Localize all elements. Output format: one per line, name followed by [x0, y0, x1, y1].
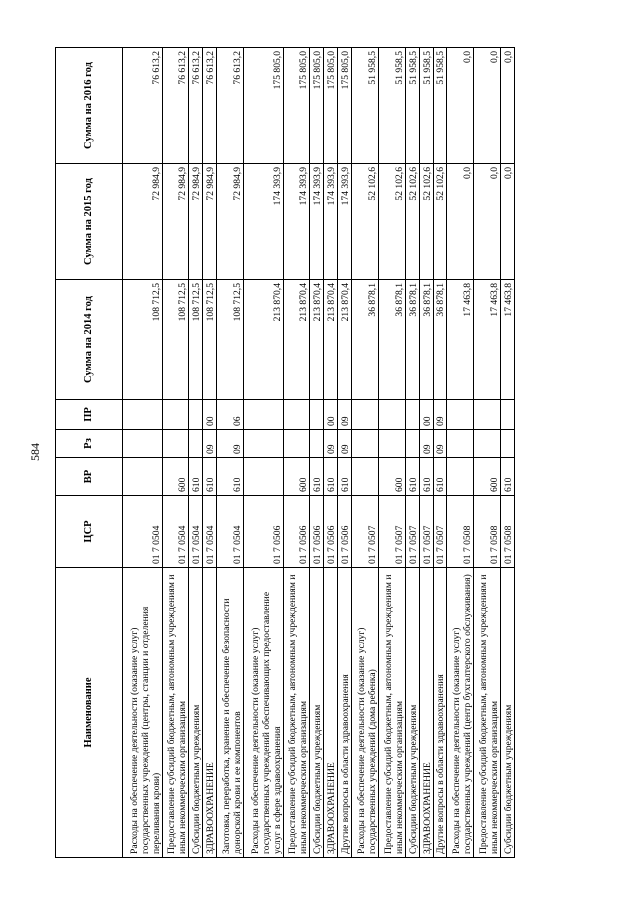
- cell-name: ЗДРАВООХРАНЕНИЕ: [324, 568, 338, 858]
- cell-2016: 0,0: [474, 48, 501, 164]
- cell-name: Субсидии бюджетным учреждениям: [500, 568, 514, 858]
- table-row: [447, 48, 474, 858]
- table-row: [419, 48, 433, 858]
- cell-csr: 01 7 0508: [447, 496, 474, 568]
- cell-pr: [189, 400, 203, 430]
- cell-vr: [123, 458, 163, 496]
- cell-pr: [162, 400, 189, 430]
- cell-pr: 00: [203, 400, 217, 430]
- cell-2016: 51 958,5: [378, 48, 405, 164]
- cell-2016: 175 805,0: [283, 48, 310, 164]
- cell-2014: 108 712,5: [162, 280, 189, 400]
- table-row: [217, 48, 244, 858]
- cell-2014: 36 878,1: [378, 280, 405, 400]
- cell-name: Расходы на обеспечение деятельности (оказание услуг) государственных учреждений (дома ребенка): [352, 568, 379, 858]
- cell-name: Субсидии бюджетным учреждениям: [310, 568, 324, 858]
- cell-2015: 72 984,9: [189, 164, 203, 280]
- cell-2016: 175 805,0: [338, 48, 352, 164]
- cell-rz: [352, 430, 379, 458]
- cell-2015: 72 984,9: [203, 164, 217, 280]
- cell-csr: 01 7 0506: [310, 496, 324, 568]
- cell-name: Расходы на обеспечение деятельности (оказание услуг) государственных учреждений (центры, станции и отделения переливания крови): [123, 568, 163, 858]
- cell-vr: 610: [338, 458, 352, 496]
- cell-csr: 01 7 0507: [405, 496, 419, 568]
- cell-2014: 36 878,1: [405, 280, 419, 400]
- header-name: Наименование: [56, 568, 123, 858]
- budget-table: [55, 47, 515, 858]
- cell-pr: 09: [433, 400, 447, 430]
- cell-rz: [123, 430, 163, 458]
- cell-name: Другие вопросы в области здравоохранения: [338, 568, 352, 858]
- cell-name: Заготовка, переработка, хранение и обеспечение безопасности донорской крови и ее компонентов: [217, 568, 244, 858]
- cell-rz: 09: [338, 430, 352, 458]
- cell-pr: [405, 400, 419, 430]
- cell-2014: 17 463,8: [500, 280, 514, 400]
- cell-2015: 174 393,9: [324, 164, 338, 280]
- table-row: [338, 48, 352, 858]
- cell-pr: 00: [324, 400, 338, 430]
- cell-name: ЗДРАВООХРАНЕНИЕ: [203, 568, 217, 858]
- cell-csr: 01 7 0507: [433, 496, 447, 568]
- table-row: [203, 48, 217, 858]
- cell-pr: [474, 400, 501, 430]
- cell-rz: 09: [324, 430, 338, 458]
- cell-2014: 213 870,4: [338, 280, 352, 400]
- header-row: [56, 48, 123, 858]
- table-body: [123, 48, 515, 858]
- cell-csr: 01 7 0506: [324, 496, 338, 568]
- cell-vr: 610: [310, 458, 324, 496]
- cell-rz: [283, 430, 310, 458]
- cell-vr: 610: [324, 458, 338, 496]
- cell-vr: 600: [162, 458, 189, 496]
- cell-2016: 76 613,2: [189, 48, 203, 164]
- cell-csr: 01 7 0508: [500, 496, 514, 568]
- cell-csr: 01 7 0504: [162, 496, 189, 568]
- cell-vr: 610: [500, 458, 514, 496]
- cell-2014: 213 870,4: [310, 280, 324, 400]
- table-row: [405, 48, 419, 858]
- cell-vr: 610: [405, 458, 419, 496]
- cell-rz: [447, 430, 474, 458]
- cell-2016: 76 613,2: [162, 48, 189, 164]
- cell-name: Предоставление субсидий бюджетным, автономным учреждениям и иным некоммерческим организациям: [474, 568, 501, 858]
- cell-pr: [243, 400, 283, 430]
- cell-2014: 108 712,5: [217, 280, 244, 400]
- table-row: [474, 48, 501, 858]
- cell-2014: 108 712,5: [189, 280, 203, 400]
- cell-rz: [474, 430, 501, 458]
- cell-csr: 01 7 0504: [217, 496, 244, 568]
- cell-2014: 36 878,1: [433, 280, 447, 400]
- cell-csr: 01 7 0506: [243, 496, 283, 568]
- cell-rz: [378, 430, 405, 458]
- cell-vr: [447, 458, 474, 496]
- cell-2014: 17 463,8: [447, 280, 474, 400]
- cell-2014: 36 878,1: [352, 280, 379, 400]
- cell-vr: 600: [474, 458, 501, 496]
- cell-2014: 36 878,1: [419, 280, 433, 400]
- table-row: [500, 48, 514, 858]
- cell-name: Субсидии бюджетным учреждениям: [405, 568, 419, 858]
- cell-vr: [243, 458, 283, 496]
- table-header: [56, 48, 123, 858]
- cell-pr: [447, 400, 474, 430]
- cell-pr: [352, 400, 379, 430]
- cell-2015: 52 102,6: [378, 164, 405, 280]
- cell-name: Другие вопросы в области здравоохранения: [433, 568, 447, 858]
- cell-csr: 01 7 0507: [419, 496, 433, 568]
- cell-2015: 72 984,9: [123, 164, 163, 280]
- cell-name: Расходы на обеспечение деятельности (оказание услуг) государственных учреждений (центр бухгалтерского обслуживания): [447, 568, 474, 858]
- cell-2015: 72 984,9: [162, 164, 189, 280]
- cell-2015: 52 102,6: [419, 164, 433, 280]
- cell-2016: 51 958,5: [405, 48, 419, 164]
- cell-name: ЗДРАВООХРАНЕНИЕ: [419, 568, 433, 858]
- cell-vr: 610: [419, 458, 433, 496]
- cell-2014: 213 870,4: [283, 280, 310, 400]
- cell-2016: 51 958,5: [433, 48, 447, 164]
- cell-vr: 600: [283, 458, 310, 496]
- header-2015: Сумма на 2015 год: [56, 164, 123, 280]
- cell-2015: 0,0: [500, 164, 514, 280]
- cell-2015: 72 984,9: [217, 164, 244, 280]
- cell-name: Предоставление субсидий бюджетным, автономным учреждениям и иным некоммерческим организациям: [162, 568, 189, 858]
- cell-csr: 01 7 0504: [123, 496, 163, 568]
- cell-2015: 174 393,9: [283, 164, 310, 280]
- cell-rz: [310, 430, 324, 458]
- cell-2016: 0,0: [447, 48, 474, 164]
- cell-pr: [283, 400, 310, 430]
- cell-pr: 06: [217, 400, 244, 430]
- cell-rz: [500, 430, 514, 458]
- table-row: [123, 48, 163, 858]
- cell-2016: 51 958,5: [419, 48, 433, 164]
- header-2016: Сумма на 2016 год: [56, 48, 123, 164]
- table-row: [378, 48, 405, 858]
- cell-2016: 175 805,0: [324, 48, 338, 164]
- cell-pr: [378, 400, 405, 430]
- table-row: [310, 48, 324, 858]
- cell-pr: [500, 400, 514, 430]
- header-rz: Рз: [56, 430, 123, 458]
- table-row: [283, 48, 310, 858]
- cell-csr: 01 7 0504: [203, 496, 217, 568]
- cell-2015: 174 393,9: [243, 164, 283, 280]
- table-row: [189, 48, 203, 858]
- cell-2014: 213 870,4: [324, 280, 338, 400]
- table-row: [352, 48, 379, 858]
- cell-vr: 610: [433, 458, 447, 496]
- cell-2015: 174 393,9: [310, 164, 324, 280]
- cell-2016: 0,0: [500, 48, 514, 164]
- cell-pr: 00: [419, 400, 433, 430]
- cell-pr: [123, 400, 163, 430]
- cell-csr: 01 7 0506: [338, 496, 352, 568]
- table-row: [162, 48, 189, 858]
- header-vr: ВР: [56, 458, 123, 496]
- cell-name: Предоставление субсидий бюджетным, автономным учреждениям и иным некоммерческим организациям: [378, 568, 405, 858]
- page-number: 584: [28, 443, 42, 461]
- header-2014: Сумма на 2014 год: [56, 280, 123, 400]
- cell-csr: 01 7 0506: [283, 496, 310, 568]
- cell-vr: 610: [217, 458, 244, 496]
- cell-name: Субсидии бюджетным учреждениям: [189, 568, 203, 858]
- cell-2014: 17 463,8: [474, 280, 501, 400]
- cell-vr: [352, 458, 379, 496]
- header-pr: ПР: [56, 400, 123, 430]
- cell-2015: 0,0: [447, 164, 474, 280]
- cell-vr: 600: [378, 458, 405, 496]
- cell-rz: 09: [217, 430, 244, 458]
- cell-rz: [189, 430, 203, 458]
- cell-rz: 09: [419, 430, 433, 458]
- cell-2016: 175 805,0: [243, 48, 283, 164]
- table-row: [324, 48, 338, 858]
- cell-csr: 01 7 0507: [352, 496, 379, 568]
- cell-name: Расходы на обеспечение деятельности (оказание услуг) государственных учреждений обеспечивающих предоставление услуг в сфере здравоохранения: [243, 568, 283, 858]
- cell-pr: [310, 400, 324, 430]
- cell-vr: 610: [203, 458, 217, 496]
- cell-csr: 01 7 0508: [474, 496, 501, 568]
- table-row: [433, 48, 447, 858]
- cell-2015: 174 393,9: [338, 164, 352, 280]
- cell-rz: [162, 430, 189, 458]
- cell-2015: 52 102,6: [433, 164, 447, 280]
- cell-vr: 610: [189, 458, 203, 496]
- cell-rz: [405, 430, 419, 458]
- budget-table-container: [55, 48, 515, 858]
- cell-2016: 175 805,0: [310, 48, 324, 164]
- cell-2016: 76 613,2: [203, 48, 217, 164]
- cell-2016: 76 613,2: [217, 48, 244, 164]
- cell-csr: 01 7 0507: [378, 496, 405, 568]
- header-csr: ЦСР: [56, 496, 123, 568]
- cell-2016: 76 613,2: [123, 48, 163, 164]
- cell-2014: 108 712,5: [123, 280, 163, 400]
- cell-2015: 0,0: [474, 164, 501, 280]
- cell-2015: 52 102,6: [405, 164, 419, 280]
- cell-2014: 213 870,4: [243, 280, 283, 400]
- cell-pr: 09: [338, 400, 352, 430]
- cell-csr: 01 7 0504: [189, 496, 203, 568]
- cell-name: Предоставление субсидий бюджетным, автономным учреждениям и иным некоммерческим организациям: [283, 568, 310, 858]
- cell-2015: 52 102,6: [352, 164, 379, 280]
- cell-rz: 09: [203, 430, 217, 458]
- table-row: [243, 48, 283, 858]
- cell-2016: 51 958,5: [352, 48, 379, 164]
- cell-rz: [243, 430, 283, 458]
- cell-rz: 09: [433, 430, 447, 458]
- cell-2014: 108 712,5: [203, 280, 217, 400]
